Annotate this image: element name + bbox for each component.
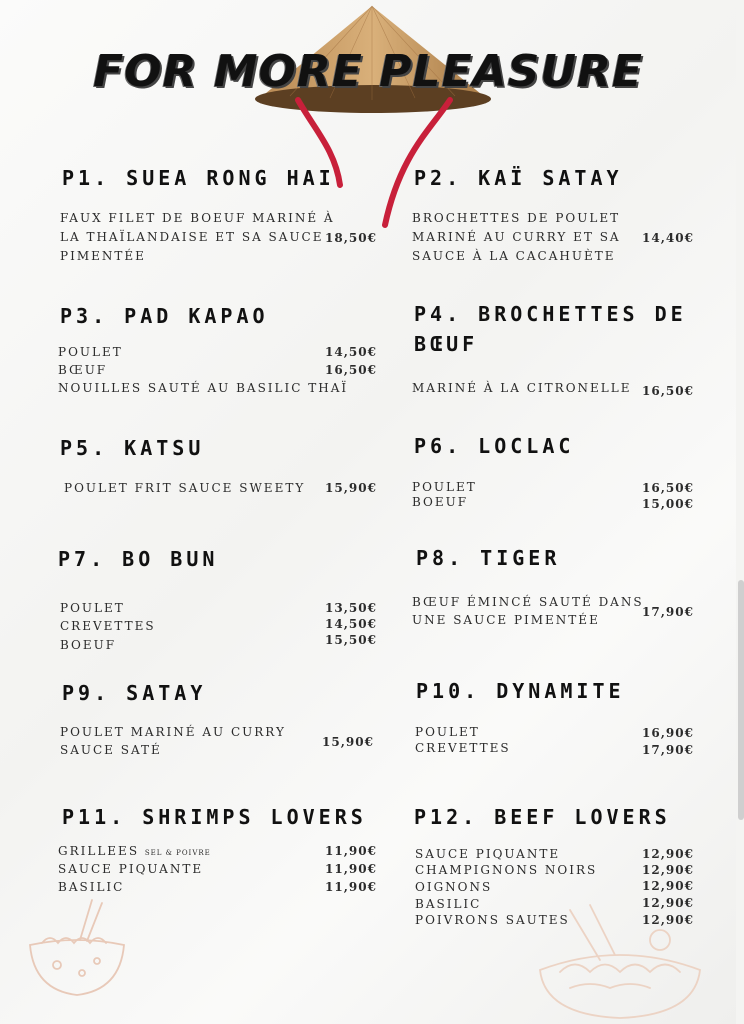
dish-price: 14,50€ (325, 617, 377, 631)
dish-item: CREVETTES (415, 741, 511, 755)
dish-title-p12: P12. BEEF LOVERS (414, 805, 671, 829)
dish-desc-line: MARINÉ AU CURRY ET SA (412, 230, 621, 244)
dish-item: POULET (412, 480, 477, 494)
dish-title-p1: P1. SUEA RONG HAI (62, 166, 335, 190)
dish-desc-line: POULET MARINÉ AU CURRY (60, 725, 286, 739)
dish-desc-line: PIMENTÉE (60, 249, 146, 263)
dish-price: 12,90€ (642, 913, 694, 927)
dish-desc-line: SAUCE SATÉ (60, 743, 162, 757)
dish-price: 17,90€ (642, 743, 694, 757)
dish-price: 14,50€ (325, 345, 377, 359)
dish-desc-line: UNE SAUCE PIMENTÉE (412, 613, 600, 627)
dish-item: BOEUF (60, 638, 117, 652)
dish-title-p4-line2: BŒUF (414, 332, 479, 356)
dish-desc-line: MARINÉ À LA CITRONELLE (412, 381, 632, 395)
dish-price: 15,90€ (322, 735, 374, 749)
dish-price: 12,90€ (642, 879, 694, 893)
dish-price: 15,50€ (325, 633, 377, 647)
dish-title-p11: P11. SHRIMPS LOVERS (62, 805, 367, 829)
dish-item-note: SEL & POIVRE (144, 849, 211, 857)
dish-item: BOEUF (412, 495, 469, 509)
dish-title-p2: P2. KAÏ SATAY (414, 166, 623, 190)
dish-item: CHAMPIGNONS NOIRS (415, 863, 598, 877)
dish-title-p3: P3. PAD KAPAO (60, 304, 269, 328)
dish-desc-line: FAUX FILET DE BOEUF MARINÉ À (60, 211, 335, 225)
dish-item-label: GRILLEES (58, 844, 140, 858)
dish-item: SAUCE PIQUANTE (415, 847, 561, 861)
dish-price: 13,50€ (325, 601, 377, 615)
dish-desc-line: SAUCE À LA CACAHUÈTE (412, 249, 616, 263)
dish-price: 16,50€ (642, 384, 694, 398)
dish-title-p6: P6. LOCLAC (414, 434, 575, 458)
dish-item: SAUCE PIQUANTE (58, 862, 204, 876)
dish-price: 12,90€ (642, 863, 694, 877)
dish-item: POULET (415, 725, 480, 739)
dish-title-p7: P7. BO BUN (58, 547, 219, 571)
dish-price: 16,50€ (642, 481, 694, 495)
dish-title-p4: P4. BROCHETTES DE (414, 302, 687, 326)
dish-item: POULET (58, 345, 123, 359)
dish-price: 14,40€ (642, 231, 694, 245)
dish-price: 12,90€ (642, 847, 694, 861)
dish-item: CREVETTES (60, 619, 156, 633)
dish-price: 11,90€ (325, 844, 377, 858)
dish-desc-line: BŒUF ÉMINCÉ SAUTÉ DANS (412, 595, 644, 609)
dish-item: BŒUF (58, 363, 108, 377)
dish-price: 11,90€ (325, 862, 377, 876)
food-plate-icon (530, 900, 710, 1020)
dish-price: 11,90€ (325, 880, 377, 894)
dish-price: 17,90€ (642, 605, 694, 619)
dish-title-p9: P9. SATAY (62, 681, 207, 705)
dish-item: POULET (60, 601, 125, 615)
dish-item: OIGNONS (415, 880, 493, 894)
dish-price: 12,90€ (642, 896, 694, 910)
scrollbar[interactable] (738, 580, 744, 820)
dish-item: BASILIC (58, 880, 125, 894)
dish-title-p8: P8. TIGER (416, 546, 561, 570)
page-title: FOR MORE PLEASURE (93, 46, 643, 97)
noodle-bowl-icon (22, 895, 132, 1000)
conical-hat-icon (250, 0, 500, 230)
dish-price: 16,50€ (325, 363, 377, 377)
dish-item: NOUILLES SAUTÉ AU BASILIC THAÏ (58, 381, 349, 395)
dish-item: POIVRONS SAUTES (415, 913, 570, 927)
dish-item: BASILIC (415, 897, 482, 911)
dish-item (58, 842, 211, 862)
dish-desc-line: POULET FRIT SAUCE SWEETY (64, 481, 306, 495)
dish-price: 16,90€ (642, 726, 694, 740)
dish-price: 18,50€ (325, 231, 377, 245)
dish-title-p10: P10. DYNAMITE (416, 679, 625, 703)
dish-price: 15,00€ (642, 497, 694, 511)
dish-price: 15,90€ (325, 481, 377, 495)
dish-desc-line: LA THAÏLANDAISE ET SA SAUCE (60, 230, 324, 244)
dish-title-p5: P5. KATSU (60, 436, 205, 460)
dish-desc-line: BROCHETTES DE POULET (412, 211, 621, 225)
